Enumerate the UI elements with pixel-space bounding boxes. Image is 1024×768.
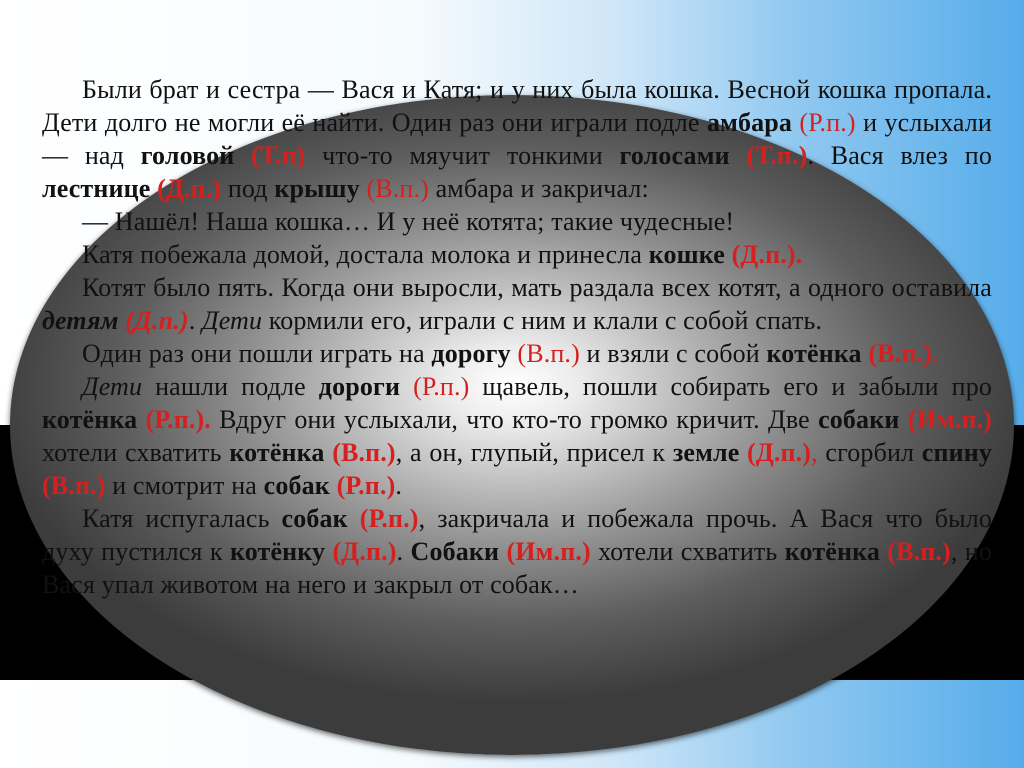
story-text [42, 73, 992, 601]
text-run: , но Вася упал животом на него и закрыл от собак… [42, 537, 993, 599]
text-run: Катя побежала домой, достала молока и принесла [82, 240, 649, 269]
text-run: . Вася влез по [807, 141, 993, 170]
story-paragraph-3 [42, 238, 992, 271]
text-run: хотели схватить [590, 537, 785, 566]
case-label: (Им.п.) [907, 405, 992, 434]
case-label: (Д.п.) [332, 537, 397, 566]
case-label: (В.п.) [332, 438, 396, 467]
text-run [739, 438, 747, 467]
case-label: (Р.п.) [413, 372, 470, 401]
text-run [330, 471, 337, 500]
text-run: амбара и закричал: [428, 174, 649, 203]
word-highlighted: котёнку [229, 537, 326, 566]
word-highlighted: детям [42, 306, 119, 335]
story-paragraph-7 [42, 502, 992, 601]
case-label: (Д.п.) [157, 174, 222, 203]
text-run: под [221, 174, 275, 203]
case-label: (В.п.) [366, 174, 429, 203]
case-label: (Р.п.) [336, 471, 396, 500]
text-run: Один раз они пошли играть на [82, 339, 432, 368]
word-highlighted: Собаки [410, 537, 500, 566]
word-highlighted: амбара [706, 108, 793, 137]
word-italic: Дети [82, 372, 143, 401]
case-label: (Д.п.) [747, 438, 812, 467]
case-label: (Р.п.) [799, 108, 856, 137]
case-label: (Т.п.) [746, 141, 808, 170]
story-paragraph-2 [42, 205, 992, 238]
text-run [325, 537, 332, 566]
word-highlighted: котёнка [784, 537, 880, 566]
word-highlighted: дороги [318, 372, 401, 401]
case-label: (В.п.) [517, 339, 580, 368]
text-run: . [188, 306, 202, 335]
story-paragraph-6 [42, 370, 992, 502]
case-label: . [931, 339, 939, 368]
word-highlighted: кошке [648, 240, 725, 269]
word-highlighted: спину [921, 438, 993, 467]
case-label: (Д.п.). [731, 240, 803, 269]
text-run: щавель, пошли собирать его и забыли про [469, 372, 992, 401]
text-run: Вдруг они услыхали, что кто-то громко кричит. Две [210, 405, 819, 434]
story-paragraph-5 [42, 337, 992, 370]
case-label: (Р.п.) [359, 504, 419, 533]
text-run [725, 240, 732, 269]
text-run [499, 537, 506, 566]
text-run: кормили его, играли с ним и клали с собой спать. [262, 306, 823, 335]
word-highlighted: головой [140, 141, 235, 170]
story-paragraph-1 [42, 73, 992, 205]
story-paragraph-4 [42, 271, 992, 337]
text-run: и взяли с собой [579, 339, 767, 368]
case-label: (Т.п) [251, 141, 306, 170]
text-run: сгорбил [817, 438, 922, 467]
word-highlighted: дорогу [431, 339, 511, 368]
case-label: (В.п.) [887, 537, 951, 566]
word-italic: Дети [202, 306, 263, 335]
text-run [234, 141, 251, 170]
text-run [348, 504, 360, 533]
word-highlighted: голосами [619, 141, 730, 170]
word-highlighted: лестнице [42, 174, 151, 203]
text-run: и услыхали — над [42, 108, 992, 170]
text-run: хотели схватить [42, 438, 230, 467]
word-highlighted: собак [263, 471, 330, 500]
text-run: — Нашёл! Наша кошка… И у неё котята; такие чудесные! [82, 207, 735, 236]
case-label: (В.п.) [42, 471, 106, 500]
text-run: Катя испугалась [82, 504, 282, 533]
word-highlighted: котёнка [42, 405, 138, 434]
text-run: нашли подле [142, 372, 319, 401]
case-label: (В.п.) [868, 339, 932, 368]
case-label: , [811, 438, 818, 467]
case-label: (Д.п.) [125, 306, 189, 335]
word-highlighted: котёнка [229, 438, 325, 467]
word-highlighted: собаки [818, 405, 900, 434]
text-run: . [395, 471, 403, 500]
word-highlighted: крышу [274, 174, 360, 203]
word-highlighted: земле [672, 438, 740, 467]
word-highlighted: котёнка [766, 339, 862, 368]
text-run: , а он, глупый, присел к [395, 438, 673, 467]
text-run: Котят было пять. Когда они выросли, мать раздала всех котят, а одного оставила [82, 273, 992, 302]
text-run: что-то мяучит тонкими [305, 141, 620, 170]
text-run [899, 405, 907, 434]
case-label: (Р.п.). [145, 405, 211, 434]
text-run: и смотрит на [105, 471, 264, 500]
text-run [400, 372, 413, 401]
text-run: , закричала и побежала прочь. А Вася что было духу пустился к [42, 504, 992, 566]
case-label: (Им.п.) [506, 537, 591, 566]
text-run: Были брат и сестра — Вася и Катя; и у них была кошка. Весной кошка пропала. Дети долго не могли её найти. Один раз они играли подле [42, 75, 992, 137]
text-run: . [396, 537, 411, 566]
word-highlighted: собак [281, 504, 348, 533]
text-run [730, 141, 747, 170]
